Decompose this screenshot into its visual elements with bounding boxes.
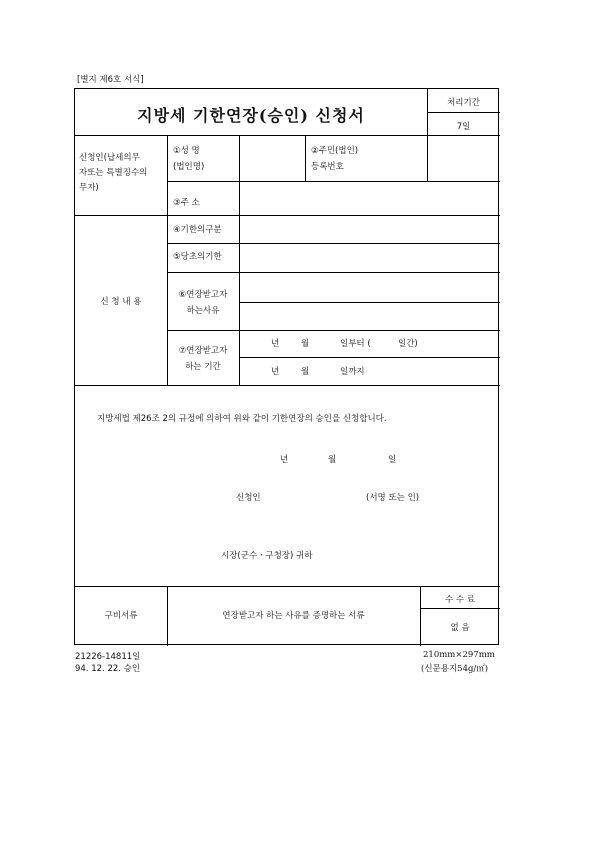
processing-period-value: 7일 bbox=[456, 122, 471, 132]
fee-value: 없 음 bbox=[450, 623, 470, 633]
request-section-label: 신 청 내 용 bbox=[100, 297, 142, 307]
declaration-year: 년 bbox=[280, 455, 289, 465]
period-from-month: 월 bbox=[301, 339, 310, 349]
address-label: ③주 소 bbox=[173, 198, 200, 208]
fee-label: 수 수 료 bbox=[444, 595, 476, 605]
name-label: ①성 명 (법인명) bbox=[173, 146, 205, 172]
period-days: 일간) bbox=[398, 339, 418, 349]
required-documents-content: 연장받고자 하는 사유를 증명하는 서류 bbox=[222, 611, 365, 621]
extension-reason-label: ⑥연장받고자 하는사유 bbox=[178, 290, 228, 316]
required-documents-label: 구비서류 bbox=[104, 611, 138, 621]
period-to-day: 일까지 bbox=[340, 367, 365, 377]
period-from-day: 일부터 ( bbox=[340, 339, 371, 349]
addressee: 시장(군수ㆍ구청장) 귀하 bbox=[221, 551, 313, 561]
extension-period-label: ⑦연장받고자 하는 기간 bbox=[178, 346, 228, 372]
form-code: 21226-14811일 bbox=[75, 652, 141, 662]
declaration-day: 일 bbox=[388, 455, 397, 465]
form-title: 지방세 기한연장(승인) 신청서 bbox=[137, 106, 365, 125]
form-number-label: [별지 제6호 서식] bbox=[77, 75, 144, 85]
application-form bbox=[74, 88, 499, 645]
paper-type: (신문용지54g/㎡) bbox=[421, 664, 489, 674]
registration-number-label: ②주민(법인) 등록번호 bbox=[311, 146, 359, 172]
original-deadline-label: ⑤당초의기한 bbox=[173, 252, 222, 262]
applicant-signature-label: 신청인 bbox=[236, 493, 261, 503]
period-to-year: 년 bbox=[271, 367, 280, 377]
declaration-month: 월 bbox=[328, 455, 337, 465]
paper-size: 210mm×297mm bbox=[423, 650, 495, 660]
period-from-year: 년 bbox=[271, 339, 280, 349]
approval-date: 94. 12. 22. 승인 bbox=[75, 664, 141, 674]
processing-period-label: 처리기간 bbox=[447, 98, 480, 108]
sign-or-seal-label: (서명 또는 인) bbox=[366, 493, 420, 503]
applicant-section-label: 신청인(납세의무 자또는 특별징수의 무자) bbox=[79, 153, 148, 193]
term-type-label: ④기한의구분 bbox=[173, 225, 222, 235]
declaration-statement: 지방세법 제26조 2의 규정에 의하여 위와 같이 기한연장의 승인을 신청합니다. bbox=[97, 414, 387, 424]
period-to-month: 월 bbox=[301, 367, 310, 377]
